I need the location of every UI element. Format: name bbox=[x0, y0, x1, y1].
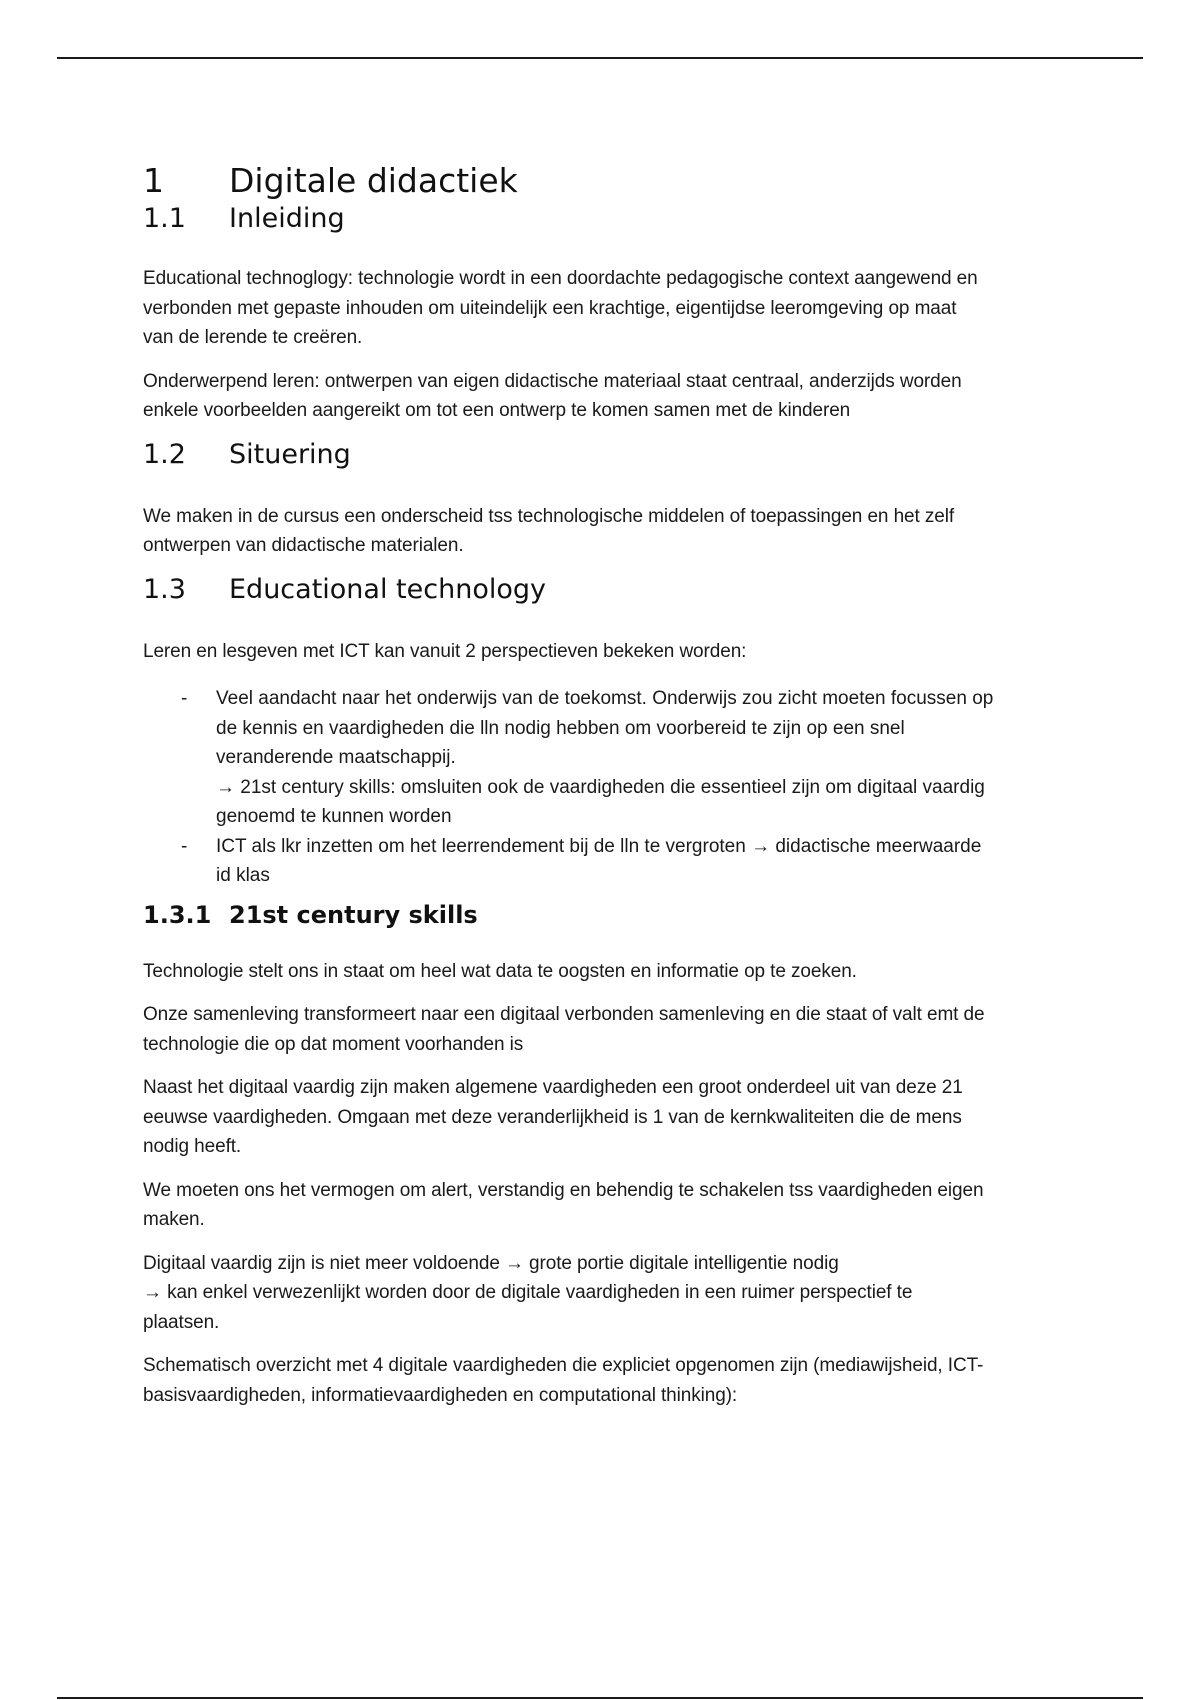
heading-1-3-1 bbox=[143, 899, 1063, 931]
heading-1-1-number: 1.1 bbox=[143, 203, 186, 234]
paragraph-onderwerpend-leren: Onderwerpend leren: ontwerpen van eigen didactische materiaal staat centraal, anderzijds worden enkele voorbeelden aangereikt om tot een ontwerp te komen samen met de kinderen bbox=[143, 370, 962, 421]
document-body bbox=[143, 160, 1063, 1410]
paragraph-digitaal-vaardig: Digitaal vaardig zijn is niet meer voldoende → grote portie digitale intelligentie nodig → kan enkel verwezenlijkt worden door de digitale vaardigheden in een ruimer perspectief te plaatsen. bbox=[143, 1252, 913, 1333]
header-rule bbox=[57, 57, 1143, 59]
list-item: - Veel aandacht naar het onderwijs van de toekomst. Onderwijs zou zicht moeten focussen op de kennis en vaardigheden die lln nodig hebben om voorbereid te zijn op een snel veranderende maatschappij. → 21st century skills: omsluiten ook de vaardigheden die essentieel zijn om digitaal vaardig genoemd te kunnen worden bbox=[143, 684, 1063, 832]
heading-1-title: Digitale didactiek bbox=[229, 161, 518, 200]
heading-1-3-1-number: 1.3.1 bbox=[143, 900, 212, 929]
list-bullet: - bbox=[181, 688, 188, 709]
paragraph-algemene-vaardigheden: Naast het digitaal vaardig zijn maken algemene vaardigheden een groot onderdeel uit van deze 21 eeuwse vaardigheden. Omgaan met deze veranderlijkheid is 1 van de kernkwaliteiten die de mens nodig heeft. bbox=[143, 1077, 963, 1157]
heading-1-2-title: Situering bbox=[229, 438, 351, 470]
perspectives-list bbox=[143, 684, 1063, 891]
heading-1-3-title: Educational technology bbox=[229, 573, 546, 605]
heading-1-2 bbox=[143, 438, 1063, 472]
paragraph-perspectieven: Leren en lesgeven met ICT kan vanuit 2 perspectieven bekeken worden: bbox=[143, 640, 747, 662]
paragraph-vermogen: We moeten ons het vermogen om alert, verstandig en behendig te schakelen tss vaardigheden eigen maken. bbox=[143, 1179, 984, 1230]
footer-rule bbox=[57, 1697, 1143, 1699]
heading-1 bbox=[143, 160, 1063, 202]
paragraph-situering: We maken in de cursus een onderscheid tss technologische middelen of toepassingen en het zelf ontwerpen van didactische materialen. bbox=[143, 505, 955, 556]
paragraph-samenleving: Onze samenleving transformeert naar een digitaal verbonden samenleving en die staat of valt emt de technologie die op dat moment voorhanden is bbox=[143, 1004, 985, 1055]
paragraph-schematisch-overzicht: Schematisch overzicht met 4 digitale vaardigheden die expliciet opgenomen zijn (mediawijsheid, ICT- basisvaardigheden, informatievaardigheden en computational thinking): bbox=[143, 1355, 984, 1406]
heading-1-3-number: 1.3 bbox=[143, 573, 186, 605]
heading-1-2-number: 1.2 bbox=[143, 438, 186, 470]
heading-1-number: 1 bbox=[143, 161, 164, 200]
heading-1-3 bbox=[143, 573, 1063, 607]
paragraph-technologie: Technologie stelt ons in staat om heel wat data te oogsten en informatie op te zoeken. bbox=[143, 960, 857, 982]
heading-1-1-title: Inleiding bbox=[229, 203, 345, 234]
paragraph-intro: Educational technoglogy: technologie wordt in een doordachte pedagogische context aangewend en verbonden met gepaste inhouden om uiteindelijk een krachtige, eigentijdse leeromgeving op maat van de lerende te creëren. bbox=[143, 268, 978, 348]
heading-1-3-1-title: 21st century skills bbox=[229, 900, 478, 929]
heading-1-1 bbox=[143, 202, 1063, 236]
list-bullet: - bbox=[181, 835, 188, 857]
list-item: - ICT als lkr inzetten om het leerrendement bij de lln te vergroten → didactische meerwaarde id klas bbox=[143, 832, 1063, 891]
